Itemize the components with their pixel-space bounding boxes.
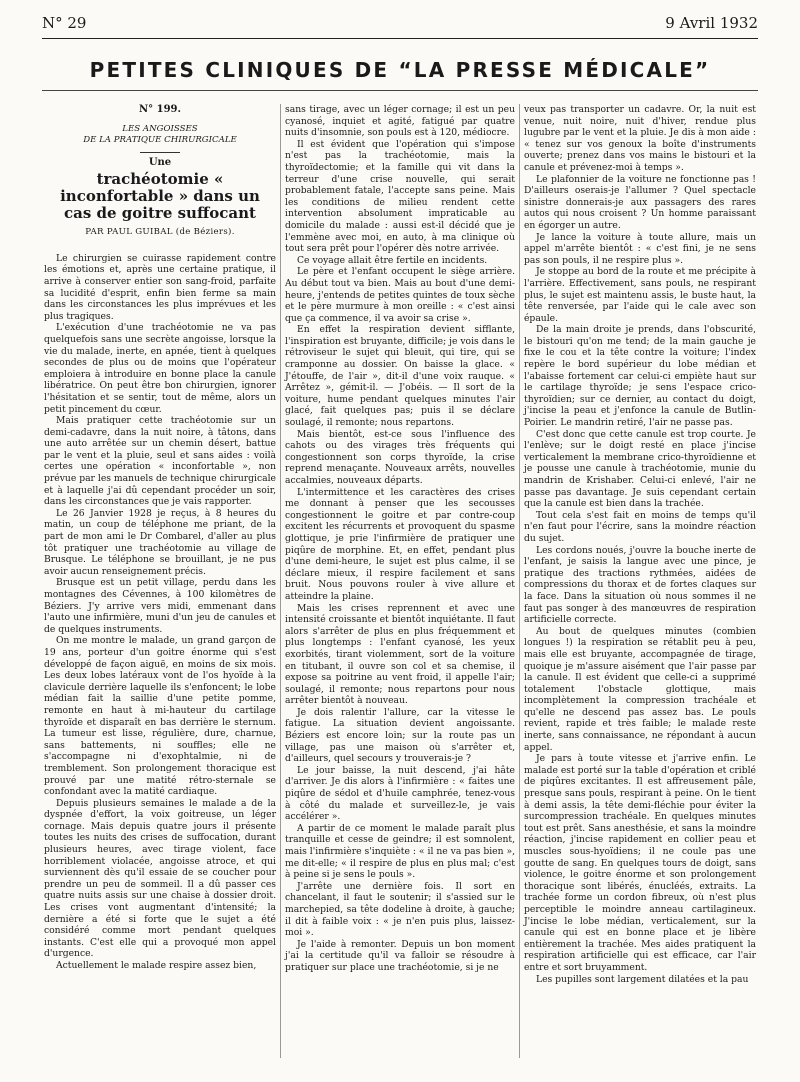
paragraph: Mais bientôt, est-ce sous l'influence des cahots ou des virages très fréquents qui congestionnent son corps thyroïde, la crise reprend menaçante. Nouveaux arrêts, nouvelles accalmies, nouveaux départs. xyxy=(285,428,515,486)
divider xyxy=(140,152,180,153)
paragraph: Tout cela s'est fait en moins de temps qu'il n'en faut pour l'écrire, sans la moindre réaction du sujet. xyxy=(524,509,756,544)
paragraph: Mais pratiquer cette trachéotomie sur un demi-cadavre, dans la nuit noire, à tâtons, dans une auto arrêtée sur un chemin désert, battue par le vent et la pluie, seul et sans aides : voilà certes une opération « inconfortable », non prévue par les manuels de technique chirurgicale et à laquelle j'ai dû cependant procéder un soir, dans les circonstances que je vais rapporter. xyxy=(44,415,276,508)
paragraph: C'est donc que cette canule est trop courte. Je l'enlève; sur le doigt resté en place j'incise verticalement la membrane crico-thyroïdienne et je pousse une canule à trachéotomie, munie du mandrin de Krishaber. Celui-ci enlevé, l'air ne passe pas davantage. Je suis cependant certain que la canule est bien dans la trachée. xyxy=(524,428,756,510)
paragraph: Ce voyage allait être fertile en incidents. xyxy=(297,254,488,266)
paragraph: En effet la respiration devient sifflante, l'inspiration est bruyante, difficile; je vois dans le rétroviseur le sujet qui bleuit, qui tire, qui se cramponne au dossier. On baisse la glace. « J'étouffe, de l'air », dit-il d'une voix rauque. « Arrêtez », gémit-il. — J'obéis. — Il sort de la voiture, hume pendant quelques minutes l'air glacé, fait quelques pas; puis il se déclare soulagé, il remonte; nous repartons. xyxy=(285,324,515,429)
column-3-body xyxy=(524,104,756,985)
paragraph: Je stoppe au bord de la route et me précipite à l'arrière. Effectivement, sans pouls, ne respirant plus, le sujet est maintenu assis, le buste haut, la tête renversée, par l'aide qui le cale avec son épaule. xyxy=(524,266,756,324)
paragraph: Le plafonnier de la voiture ne fonctionne pas ! D'ailleurs oserais-je l'allumer ? Quel spectacle sinistre donnerais-je aux passagers des rares autos qui nous croisent ? Un homme paraissant en égorger un autre. xyxy=(524,173,756,231)
paragraph: Je l'aide à remonter. Depuis un bon moment j'ai la certitude qu'il va falloir se résoudre à pratiquer sur place une trachéotomie, si je ne xyxy=(285,938,515,973)
paragraph: Les pupilles sont largement dilatées et la pau xyxy=(536,973,749,985)
column-2-body xyxy=(285,104,515,974)
paragraph: On me montre le malade, un grand garçon de 19 ans, porteur d'un goitre énorme qui s'est développé de façon aiguë, en moins de six mois. Les deux lobes latéraux vont de l'os hyoïde à la clavicule derrière laquelle ils s'enfoncent; le lobe médian fait la saillie d'une petite pomme, remonte en haut à mi-hauteur du cartilage thyroïde et disparaît en bas derrière le sternum. La tumeur est lisse, régulière, dure, charnue, sans battements, ni souffles; elle ne s'accompagne ni d'exophtalmie, ni de tremblement. Son prolongement thoracique est prouvé par une matité rétro-sternale se confondant avec la matité cardiaque. xyxy=(44,635,276,798)
paragraph: Il est évident que l'opération qui s'impose n'est pas la trachéotomie, mais la thyroïdectomie; et la famille qui vit dans la terreur d'une crise nouvelle, qui serait probablement fatale, l'accepte sans peine. Mais les conditions de milieu rendent cette intervention absolument impraticable au domicile du malade : aussi est-il décidé que je l'emmène avec moi, en auto, à ma clinique où tout sera prêt pour l'opérer dès notre arrivée. xyxy=(285,138,515,255)
paragraph: sans tirage, avec un léger cornage; il est un peu cyanosé, inquiet et agité, fatigué par quatre nuits d'insomnie, son pouls est à 120, médiocre. xyxy=(285,104,515,139)
series-line: DE LA PRATIQUE CHIRURGICALE xyxy=(83,134,237,145)
header-rule xyxy=(42,38,758,39)
series-line: LES ANGOISSES xyxy=(122,123,198,134)
paragraph: L'intermittence et les caractères des crises me donnant à penser que les secousses congestionnent le goitre et par contre-coup excitent les récurrents et provoquent du spasme glottique, je prie l'infirmière de pratiquer une piqûre de morphine. Et, en effet, pendant plus d'une demi-heure, le sujet est plus calme, il se déclare mieux, il respire facilement et sans bruit. Nous pouvons rouler à vive allure et atteindre la plaine. xyxy=(285,486,515,602)
paragraph: veux pas transporter un cadavre. Or, la nuit est venue, nuit noire, nuit d'hiver, rendue plus lugubre par le vent et la pluie. Je dis à mon aide : « tenez sur vos genoux la boîte d'instruments ouverte; prenez dans vos mains le bistouri et la canule et prévenez-moi à temps ». xyxy=(524,104,756,173)
paragraph: A partir de ce moment le malade paraît plus tranquille et cesse de geindre; il est somnolent, mais l'infirmière s'inquiète : « il ne va pas bien », me dit-elle; « il respire de plus en plus mal; c'est à peine si je sens le pouls ». xyxy=(285,822,515,881)
article-kicker: Une xyxy=(148,156,172,168)
issue-number: N° 29 xyxy=(42,14,87,32)
paragraph: De la main droite je prends, dans l'obscurité, le bistouri qu'on me tend; de la main gauche je fixe le cou et la tête contre la voiture; l'index repère le bord supérieur du lobe médian et l'abaisse fortement car celui-ci empiète haut sur le cartilage thyroïde; je sens l'espace crico-thyroïdien; sur ce dernier, au contact du doigt, j'incise la peau et j'enfonce la canule de Butlin-Poirier. Le mandrin retiré, l'air ne passe pas. xyxy=(524,324,756,429)
article-title: trachéotomie « inconfortable » dans un cas de goitre suffocant xyxy=(60,170,260,223)
paragraph: Le jour baisse, la nuit descend, j'ai hâte d'arriver. Je dis alors à l'infirmière : « faites une piqûre de sédol et d'huile camphrée, tenez-vous à côté du malade et surveillez-le, je vais accélérer ». xyxy=(285,764,515,823)
paragraph: Depuis plusieurs semaines le malade a de la dyspnée d'effort, la voix goitreuse, un léger cornage. Mais depuis quatre jours il présente toutes les nuits des crises de suffocation, durant plusieurs heures, avec tirage violent, face horriblement violacée, angoisse atroce, et qui surviennent dès qu'il essaie de se coucher pour prendre un peu de sommeil. Il a dû passer ces quatre nuits assis sur une chaise à dossier droit. Les crises vont augmentant d'intensité; la dernière a été si forte que le sujet a été considéré comme mort pendant quelques instants. C'est elle qui a provoqué mon appel d'urgence. xyxy=(44,797,276,960)
column-divider xyxy=(280,104,281,1058)
paragraph: Je pars à toute vitesse et j'arrive enfin. Le malade est porté sur la table d'opération et criblé de piqûres excitantes. Il est affreusement pâle, presque sans pouls, respirant à peine. On le tient à demi assis, la tête demi-fléchie pour éviter la surcompression trachéale. En quelques minutes tout est prêt. Sans anesthésie, et sans la moindre réaction, j'incise rapidement en collier peau et muscles sous-hyoïdiens; il ne coule pas une goutte de sang. En quelques tours de doigt, sans violence, le goitre énorme et son prolongement thoracique sont libérés, énucléés, extraits. La trachée forme un cordon fibreux, où n'est plus perceptible le moindre anneau cartilagineux. J'incise le lobe médian, verticalement, sur la canule qui est en bonne place et je libère entièrement la trachée. Mes aides pratiquent la respiration artificielle qui est efficace, car l'air entre et sort bruyamment. xyxy=(524,753,756,973)
paragraph: L'exécution d'une trachéotomie ne va pas quelquefois sans une secrète angoisse, lorsque la vie du malade, inerte, en apnée, tient à quelques secondes de plus ou de moins que l'opérateur emploiera à introduire en bonne place la canule libératrice. On peut être bon chirurgien, ignorer l'hésitation et se sentir, tout de même, alors un petit pincement du cœur. xyxy=(44,322,276,415)
paragraph: Actuellement le malade respire assez bien, xyxy=(56,960,257,971)
paragraph: Le père et l'enfant occupent le siège arrière. Au début tout va bien. Mais au bout d'une demi-heure, j'entends de petites quintes de toux sèche et le père murmure à mon oreille : « c'est ainsi que ça commence, il va avoir sa crise ». xyxy=(285,266,515,324)
article-series xyxy=(44,124,276,146)
paragraph: Brusque est un petit village, perdu dans les montagnes des Cévennes, à 100 kilomètres de Béziers. J'y arrive vers midi, emmenant dans l'auto une infirmière, muni d'un jeu de canules et de quelques instruments. xyxy=(44,577,276,635)
column-2 xyxy=(285,104,515,974)
paragraph: Je dois ralentir l'allure, car la vitesse le fatigue. La situation devient angoissante. Béziers est encore loin; sur la route pas un village, pas une maison où s'arrêter et, d'ailleurs, quel secours y trouverais-je ? xyxy=(285,706,515,765)
page-header xyxy=(42,14,758,34)
paragraph: Au bout de quelques minutes (combien longues !) la respiration se rétablit peu à peu, mais elle est bruyante, accompagnée de tirage, quoique je m'assure aisément que l'air passe par la canule. Il est évident que celle-ci a supprimé totalement l'obstacle glottique, mais incomplètement la compression trachéale et qu'elle ne descend pas assez bas. Le pouls revient, rapide et très faible; le malade reste inerte, sans connaissance, ne répondant à aucun appel. xyxy=(524,625,756,753)
column-1 xyxy=(44,104,276,972)
issue-date: 9 Avril 1932 xyxy=(665,14,758,32)
page-title: PETITES CLINIQUES DE “LA PRESSE MÉDICALE” xyxy=(89,58,711,82)
title-rule xyxy=(42,90,758,91)
article-author: PAR PAUL GUIBAL (de Béziers). xyxy=(85,227,235,238)
paragraph: Le chirurgien se cuirasse rapidement contre les émotions et, après une certaine pratique, il arrive à conserver entier son sang-froid, parfaite sa lucidité d'esprit, enfin bien ferme sa main dans les circonstances les plus imprévues et les plus tragiques. xyxy=(44,252,276,322)
article-number: N° 199. xyxy=(139,104,181,115)
paragraph: Les cordons noués, j'ouvre la bouche inerte de l'enfant, je saisis la langue avec une pince, je pratique des tractions rythmées, aidées de compressions du thorax et de fortes claques sur la face. Dans la situation où nous sommes il ne faut pas songer à des manœuvres de respiration artificielle correcte. xyxy=(524,544,756,626)
column-divider xyxy=(519,104,520,1058)
paragraph: Mais les crises reprennent et avec une intensité croissante et bientôt inquiétante. Il faut alors s'arrêter de plus en plus fréquemment et plus longtemps : l'enfant cyanosé, les yeux exorbités, tirant violemment, sort de la voiture en titubant, il ouvre son col et sa chemise, il expose sa poitrine au vent froid, il appelle l'air; soulagé, il remonte; nous repartons pour nous arrêter bientôt à nouveau. xyxy=(285,602,515,707)
column-1-body xyxy=(44,253,276,972)
paragraph: Le 26 Janvier 1928 je reçus, à 8 heures du matin, un coup de téléphone me priant, de la part de mon ami le Dr Combarel, d'aller au plus tôt pratiquer une trachéotomie au village de Brusque. Le téléphone se brouillant, je ne pus avoir aucun renseignement précis. xyxy=(44,507,276,577)
paragraph: Je lance la voiture à toute allure, mais un appel m'arrête bientôt : « c'est fini, je ne sens pas son pouls, il ne respire plus ». xyxy=(524,231,756,266)
paragraph: J'arrête une dernière fois. Il sort en chancelant, il faut le soutenir; il s'assied sur le marchepied, sa tête dodeline à droite, à gauche; il dit à faible voix : « je n'en puis plus, laissez-moi ». xyxy=(285,880,515,939)
column-3 xyxy=(524,104,756,985)
